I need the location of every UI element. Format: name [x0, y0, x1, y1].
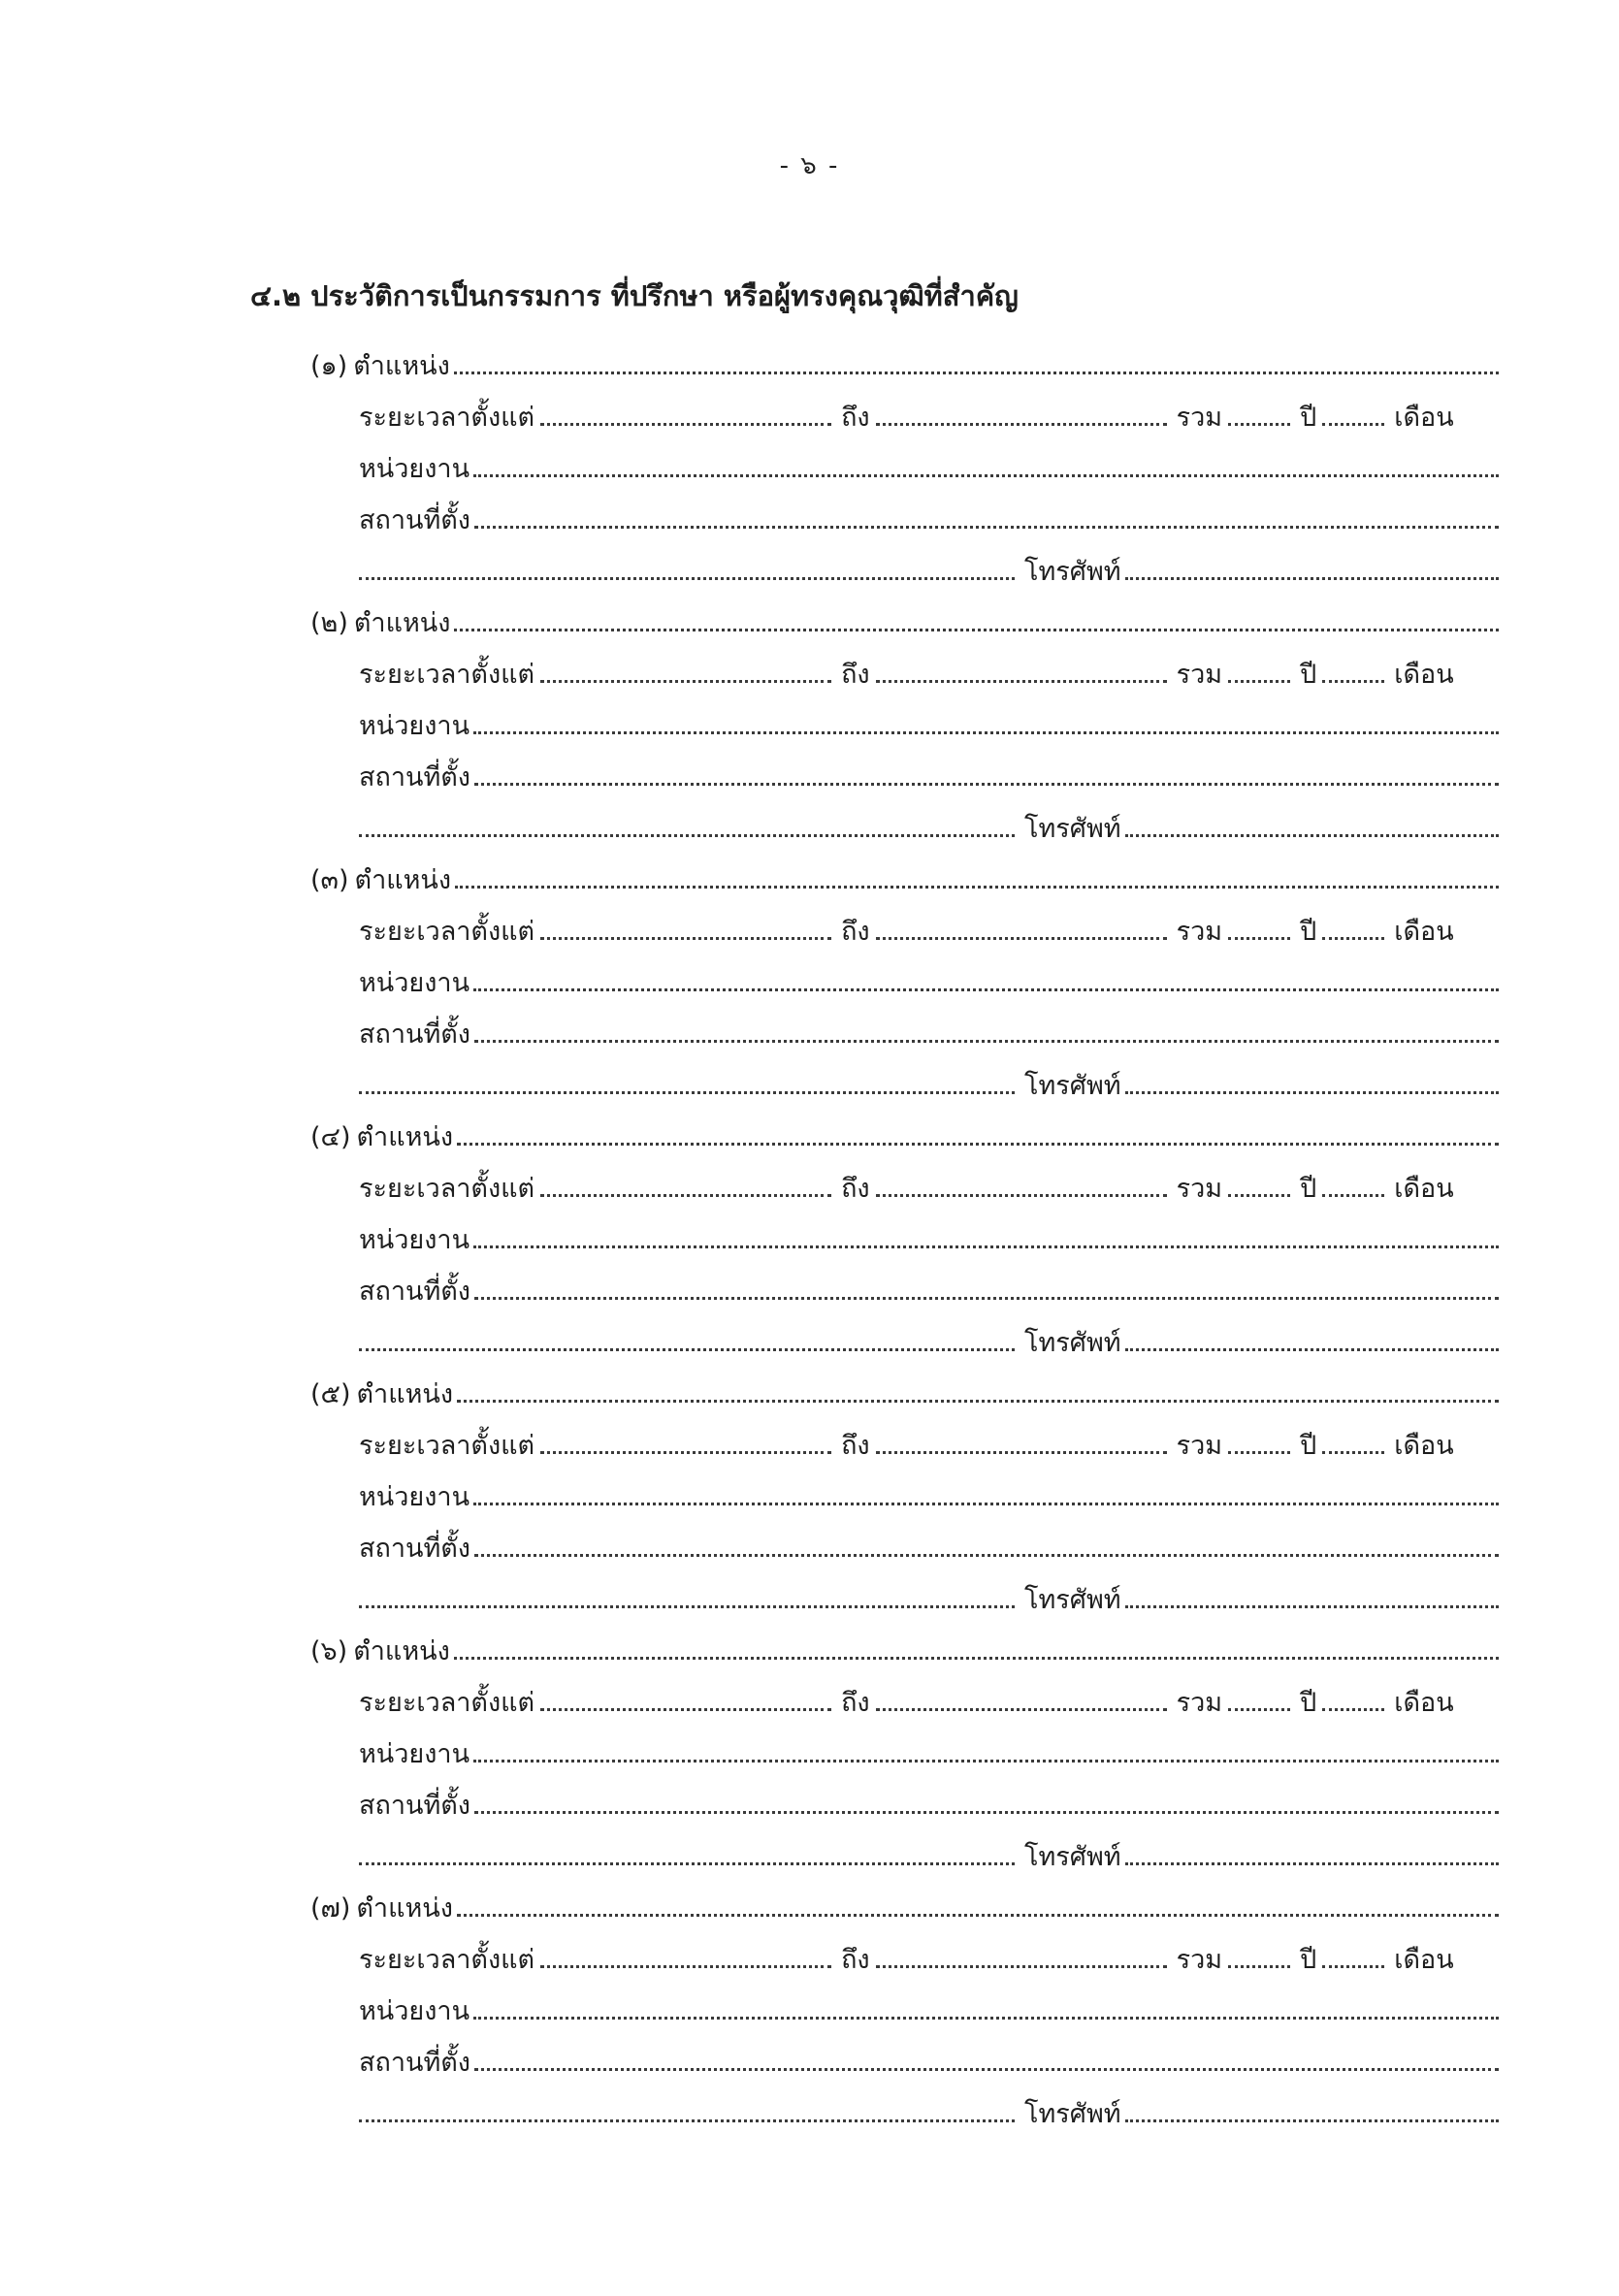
to-label: ถึง — [841, 1174, 870, 1204]
location-row — [359, 1510, 1499, 1562]
agency-field[interactable] — [473, 1245, 1499, 1248]
agency-label: หน่วยงาน — [359, 968, 470, 998]
position-label: ตำแหน่ง — [354, 865, 452, 895]
location-row — [359, 482, 1499, 534]
years-field[interactable] — [1228, 1451, 1290, 1454]
end-date-field[interactable] — [876, 1708, 1167, 1711]
total-label: รวม — [1176, 1431, 1223, 1461]
phone-label: โทรศัพท์ — [1024, 1842, 1121, 1872]
start-date-field[interactable] — [540, 1965, 831, 1968]
agency-row — [359, 1202, 1499, 1253]
entry-number: (๖) — [310, 1636, 348, 1666]
location-label: สถานที่ตั้ง — [359, 2048, 470, 2078]
years-field[interactable] — [1228, 1965, 1290, 1968]
end-date-field[interactable] — [876, 1194, 1167, 1197]
year-label: ปี — [1300, 1945, 1317, 1975]
entry-number: (๗) — [310, 1893, 351, 1924]
phone-field[interactable] — [1125, 2119, 1499, 2122]
month-label: เดือน — [1394, 403, 1454, 433]
phone-field[interactable] — [1125, 577, 1499, 580]
location-field[interactable] — [474, 1297, 1499, 1300]
position-row — [310, 1870, 1499, 1922]
total-label: รวม — [1176, 917, 1223, 947]
period-row — [359, 1665, 1499, 1716]
location-row — [359, 996, 1499, 1048]
agency-field[interactable] — [473, 1760, 1499, 1762]
month-label: เดือน — [1394, 1945, 1454, 1975]
position-field[interactable] — [454, 629, 1499, 631]
entry — [0, 1356, 1619, 1613]
to-label: ถึง — [841, 917, 870, 947]
total-label: รวม — [1176, 403, 1223, 433]
position-label: ตำแหน่ง — [356, 1893, 453, 1924]
entry — [0, 1870, 1619, 2127]
location-label: สถานที่ตั้ง — [359, 1534, 470, 1564]
period-from-label: ระยะเวลาตั้งแต่ — [359, 1688, 535, 1718]
entry — [0, 842, 1619, 1099]
phone-label: โทรศัพท์ — [1024, 2099, 1121, 2129]
page-number: - ๖ - — [779, 151, 840, 180]
start-date-field[interactable] — [540, 680, 831, 683]
agency-field[interactable] — [473, 731, 1499, 734]
agency-row — [359, 688, 1499, 739]
to-label: ถึง — [841, 1688, 870, 1718]
position-row — [310, 585, 1499, 636]
agency-row — [359, 431, 1499, 482]
address-phone-row — [359, 2076, 1499, 2127]
agency-label: หน่วยงาน — [359, 1225, 470, 1255]
period-row — [359, 1922, 1499, 1973]
months-field[interactable] — [1322, 1965, 1384, 1968]
period-row — [359, 379, 1499, 431]
phone-label: โทรศัพท์ — [1024, 1071, 1121, 1101]
to-label: ถึง — [841, 660, 870, 690]
period-from-label: ระยะเวลาตั้งแต่ — [359, 1174, 535, 1204]
month-label: เดือน — [1394, 1431, 1454, 1461]
location-field[interactable] — [474, 2068, 1499, 2071]
position-field[interactable] — [454, 372, 1499, 374]
agency-row — [359, 1973, 1499, 2024]
position-field[interactable] — [457, 1143, 1499, 1146]
agency-label: หน่วยงาน — [359, 1739, 470, 1769]
years-field[interactable] — [1228, 1194, 1290, 1197]
location-field[interactable] — [474, 1554, 1499, 1557]
agency-field[interactable] — [473, 1503, 1499, 1505]
agency-label: หน่วยงาน — [359, 454, 470, 484]
entry — [0, 585, 1619, 842]
position-field[interactable] — [455, 886, 1499, 889]
address-line-field[interactable] — [359, 577, 1015, 580]
section-heading: ๔.๒ ประวัติการเป็นกรรมการ ที่ปรึกษา หรือผู้ทรงคุณวุฒิที่สำคัญ — [250, 279, 1019, 312]
phone-label: โทรศัพท์ — [1024, 557, 1121, 587]
year-label: ปี — [1300, 1174, 1317, 1204]
end-date-field[interactable] — [876, 1965, 1167, 1968]
phone-field[interactable] — [1125, 1605, 1499, 1608]
location-row — [359, 739, 1499, 791]
month-label: เดือน — [1394, 917, 1454, 947]
address-phone-row — [359, 534, 1499, 585]
phone-field[interactable] — [1125, 1348, 1499, 1351]
position-field[interactable] — [457, 1914, 1499, 1917]
phone-field[interactable] — [1125, 834, 1499, 837]
total-label: รวม — [1176, 1945, 1223, 1975]
phone-field[interactable] — [1125, 1091, 1499, 1094]
location-label: สถานที่ตั้ง — [359, 1019, 470, 1050]
agency-field[interactable] — [473, 2017, 1499, 2020]
location-field[interactable] — [474, 1040, 1499, 1043]
location-row — [359, 1767, 1499, 1819]
end-date-field[interactable] — [876, 423, 1167, 426]
period-from-label: ระยะเวลาตั้งแต่ — [359, 660, 535, 690]
entry-number: (๔) — [310, 1122, 351, 1152]
location-label: สถานที่ตั้ง — [359, 1277, 470, 1307]
months-field[interactable] — [1322, 1194, 1384, 1197]
end-date-field[interactable] — [876, 937, 1167, 940]
months-field[interactable] — [1322, 937, 1384, 940]
start-date-field[interactable] — [540, 1451, 831, 1454]
years-field[interactable] — [1228, 1708, 1290, 1711]
period-row — [359, 1150, 1499, 1202]
position-label: ตำแหน่ง — [353, 351, 450, 381]
period-row — [359, 893, 1499, 945]
months-field[interactable] — [1322, 1451, 1384, 1454]
agency-row — [359, 945, 1499, 996]
address-phone-row — [359, 1562, 1499, 1613]
address-line-field[interactable] — [359, 834, 1015, 837]
months-field[interactable] — [1322, 423, 1384, 426]
years-field[interactable] — [1228, 680, 1290, 683]
end-date-field[interactable] — [876, 1451, 1167, 1454]
to-label: ถึง — [841, 1431, 870, 1461]
start-date-field[interactable] — [540, 937, 831, 940]
phone-label: โทรศัพท์ — [1024, 814, 1121, 844]
year-label: ปี — [1300, 1688, 1317, 1718]
address-line-field[interactable] — [359, 1348, 1015, 1351]
agency-label: หน่วยงาน — [359, 1482, 470, 1512]
position-row — [310, 328, 1499, 379]
location-row — [359, 2024, 1499, 2076]
years-field[interactable] — [1228, 937, 1290, 940]
address-phone-row — [359, 791, 1499, 842]
phone-label: โทรศัพท์ — [1024, 1328, 1121, 1358]
agency-label: หน่วยงาน — [359, 1996, 470, 2026]
entry-number: (๓) — [310, 865, 349, 895]
agency-row — [359, 1459, 1499, 1510]
years-field[interactable] — [1228, 423, 1290, 426]
location-field[interactable] — [474, 526, 1499, 529]
period-from-label: ระยะเวลาตั้งแต่ — [359, 1945, 535, 1975]
year-label: ปี — [1300, 917, 1317, 947]
address-phone-row — [359, 1819, 1499, 1870]
period-row — [359, 1407, 1499, 1459]
address-line-field[interactable] — [359, 1862, 1015, 1865]
months-field[interactable] — [1322, 680, 1384, 683]
month-label: เดือน — [1394, 1174, 1454, 1204]
position-row — [310, 1356, 1499, 1407]
position-row — [310, 842, 1499, 893]
address-line-field[interactable] — [359, 1091, 1015, 1094]
agency-label: หน่วยงาน — [359, 711, 470, 741]
agency-field[interactable] — [473, 474, 1499, 477]
to-label: ถึง — [841, 403, 870, 433]
start-date-field[interactable] — [540, 423, 831, 426]
address-phone-row — [359, 1305, 1499, 1356]
period-row — [359, 636, 1499, 688]
entry-number: (๕) — [310, 1379, 351, 1409]
year-label: ปี — [1300, 403, 1317, 433]
entries-list — [0, 328, 1619, 2127]
total-label: รวม — [1176, 660, 1223, 690]
agency-row — [359, 1716, 1499, 1767]
location-label: สถานที่ตั้ง — [359, 1791, 470, 1821]
year-label: ปี — [1300, 1431, 1317, 1461]
start-date-field[interactable] — [540, 1708, 831, 1711]
start-date-field[interactable] — [540, 1194, 831, 1197]
position-label: ตำแหน่ง — [353, 608, 451, 638]
position-label: ตำแหน่ง — [356, 1122, 454, 1152]
to-label: ถึง — [841, 1945, 870, 1975]
year-label: ปี — [1300, 660, 1317, 690]
entry-number: (๑) — [310, 351, 348, 381]
position-row — [310, 1099, 1499, 1150]
address-line-field[interactable] — [359, 2119, 1015, 2122]
location-row — [359, 1253, 1499, 1305]
total-label: รวม — [1176, 1174, 1223, 1204]
months-field[interactable] — [1322, 1708, 1384, 1711]
position-field[interactable] — [454, 1657, 1499, 1660]
location-label: สถานที่ตั้ง — [359, 762, 470, 792]
position-row — [310, 1613, 1499, 1665]
location-label: สถานที่ตั้ง — [359, 505, 470, 535]
position-label: ตำแหน่ง — [356, 1379, 454, 1409]
location-field[interactable] — [474, 1811, 1499, 1814]
entry — [0, 1099, 1619, 1356]
period-from-label: ระยะเวลาตั้งแต่ — [359, 403, 535, 433]
phone-label: โทรศัพท์ — [1024, 1585, 1121, 1615]
period-from-label: ระยะเวลาตั้งแต่ — [359, 1431, 535, 1461]
location-field[interactable] — [474, 783, 1499, 786]
position-label: ตำแหน่ง — [353, 1636, 450, 1666]
period-from-label: ระยะเวลาตั้งแต่ — [359, 917, 535, 947]
total-label: รวม — [1176, 1688, 1223, 1718]
end-date-field[interactable] — [876, 680, 1167, 683]
entry — [0, 328, 1619, 585]
address-phone-row — [359, 1048, 1499, 1099]
entry — [0, 1613, 1619, 1870]
agency-field[interactable] — [473, 988, 1499, 991]
entry-number: (๒) — [310, 608, 348, 638]
month-label: เดือน — [1394, 1688, 1454, 1718]
phone-field[interactable] — [1125, 1862, 1499, 1865]
month-label: เดือน — [1394, 660, 1454, 690]
address-line-field[interactable] — [359, 1605, 1015, 1608]
position-field[interactable] — [457, 1400, 1499, 1403]
